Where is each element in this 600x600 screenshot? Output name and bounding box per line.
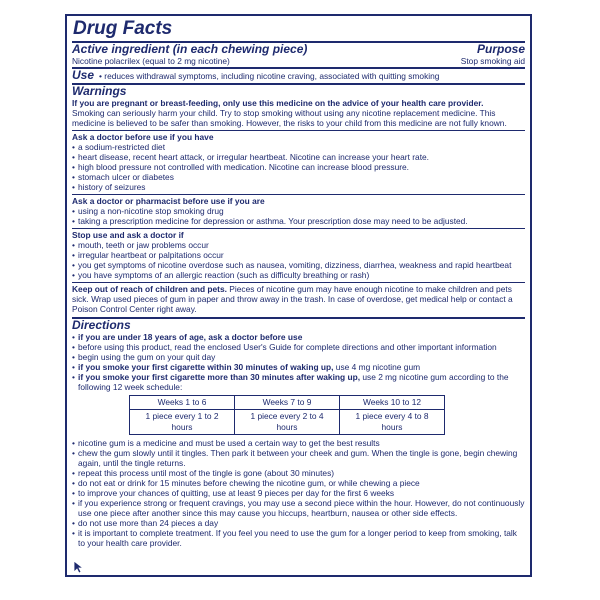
keep-out-text: Pieces of nicotine gum may have enough nicotine to make children and pets sick. Wrap used pieces of gum in paper and throw away in the trash. In case of overdose, get medical help or contact a Poison Control Center right away. [72, 284, 513, 314]
list-item: • you have symptoms of an allergic reaction (such as difficulty breathing or rash) [72, 270, 525, 280]
list-item: • nicotine gum is a medicine and must be used a certain way to get the best results [72, 438, 525, 448]
pregnancy-warning-bold: If you are pregnant or breast-feeding, only use this medicine on the advice of your health care provider. [72, 98, 484, 108]
list-item: • taking a prescription medicine for depression or asthma. Your prescription dose may need to be adjusted. [72, 216, 525, 226]
divider [72, 194, 525, 195]
item-text: use 4 mg nicotine gum [333, 362, 421, 372]
use-heading: Use [72, 68, 95, 82]
item-text: use 2 mg nicotine gum according to the following 12 week schedule: [78, 372, 509, 392]
directions-top-list [72, 332, 525, 392]
keep-out-of-reach [72, 284, 525, 314]
table-header-cell: Weeks 10 to 12 [340, 396, 445, 410]
ingredient-text: Nicotine polacrilex (equal to 2 mg nicotine) [72, 56, 230, 66]
list-item: • it is important to complete treatment. If you feel you need to use the gum for a longer period to keep from smoking, talk to your health care provider. [72, 528, 525, 548]
active-ingredient-header [72, 43, 525, 56]
list-item: • repeat this process until most of the tingle is gone (about 30 minutes) [72, 468, 525, 478]
divider [72, 130, 525, 131]
use-section [72, 69, 525, 82]
list-item [72, 362, 525, 372]
list-item: • history of seizures [72, 182, 525, 192]
page-title: Drug Facts [73, 18, 173, 39]
table-header-cell: Weeks 1 to 6 [130, 396, 235, 410]
ask-pharmacist-heading: Ask a doctor or pharmacist before use if you are [72, 196, 265, 206]
list-item: • do not eat or drink for 15 minutes before chewing the nicotine gum, or while chewing a piece [72, 478, 525, 488]
list-item: • irregular heartbeat or palpitations occur [72, 250, 525, 260]
table-row [130, 410, 445, 435]
table-header-cell: Weeks 7 to 9 [235, 396, 340, 410]
purpose-heading: Purpose [476, 42, 525, 56]
list-item: • mouth, teeth or jaw problems occur [72, 240, 525, 250]
list-item: • do not use more than 24 pieces a day [72, 518, 525, 528]
directions-heading: Directions [72, 318, 131, 332]
divider [72, 282, 525, 283]
table-cell: 1 piece every 4 to 8 hours [340, 410, 445, 435]
list-item: • high blood pressure not controlled with medication. Nicotine can increase blood pressure. [72, 162, 525, 172]
ask-pharmacist-list [72, 206, 525, 226]
item-bold: if you smoke your first cigarette more than 30 minutes after waking up, [78, 372, 361, 382]
use-text: • reduces withdrawal symptoms, including nicotine craving, associated with quitting smoking [99, 71, 440, 81]
list-item: • stomach ulcer or diabetes [72, 172, 525, 182]
list-item: • a sodium-restricted diet [72, 142, 525, 152]
list-item: • chew the gum slowly until it tingles. Then park it between your cheek and gum. When the tingle is gone, begin chewing again, until the tingle returns. [72, 448, 525, 468]
item-text: before using this product, read the enclosed User's Guide for complete directions and other important information [78, 342, 497, 352]
active-ingredient-heading: Active ingredient (in each chewing piece) [72, 42, 308, 56]
list-item [72, 342, 525, 352]
list-item: • to improve your chances of quitting, use at least 9 pieces per day for the first 6 weeks [72, 488, 525, 498]
list-item [72, 352, 525, 362]
item-text: begin using the gum on your quit day [78, 352, 216, 362]
table-cell: 1 piece every 2 to 4 hours [235, 410, 340, 435]
mouse-pointer-icon [73, 560, 85, 574]
list-item: • if you experience strong or frequent cravings, you may use a second piece within the hour. However, do not continuously use one piece after another since this may cause you hiccups, heartburn, nausea or other side effects. [72, 498, 525, 518]
list-item: • using a non-nicotine stop smoking drug [72, 206, 525, 216]
dosing-schedule-table [129, 395, 445, 435]
divider [72, 228, 525, 229]
purpose-text: Stop smoking aid [460, 56, 525, 66]
list-item [72, 332, 525, 342]
stop-use-list [72, 240, 525, 280]
stop-use-heading: Stop use and ask a doctor if [72, 230, 184, 240]
keep-out-bold: Keep out of reach of children and pets. [72, 284, 227, 294]
item-bold: if you smoke your first cigarette within 30 minutes of waking up, [78, 362, 334, 372]
pregnancy-warning-text: Smoking can seriously harm your child. Try to stop smoking without using any nicotine replacement medicine. This medicine is believed to be safer than smoking. However, the risks to your child from this medicine are not fully known. [72, 108, 507, 128]
directions-bottom-list [72, 438, 525, 548]
list-item: • heart disease, recent heart attack, or irregular heartbeat. Nicotine can increase your heart rate. [72, 152, 525, 162]
warnings-heading: Warnings [72, 84, 127, 98]
table-cell: 1 piece every 1 to 2 hours [130, 410, 235, 435]
list-item [72, 372, 525, 392]
table-header-row [130, 396, 445, 410]
list-item: • you get symptoms of nicotine overdose such as nausea, vomiting, dizziness, diarrhea, weakness and rapid heartbeat [72, 260, 525, 270]
drug-facts-panel [65, 14, 532, 577]
item-bold: if you are under 18 years of age, ask a doctor before use [78, 332, 303, 342]
active-ingredient-row [72, 56, 525, 66]
ask-doctor-heading: Ask a doctor before use if you have [72, 132, 214, 142]
ask-doctor-list [72, 142, 525, 192]
